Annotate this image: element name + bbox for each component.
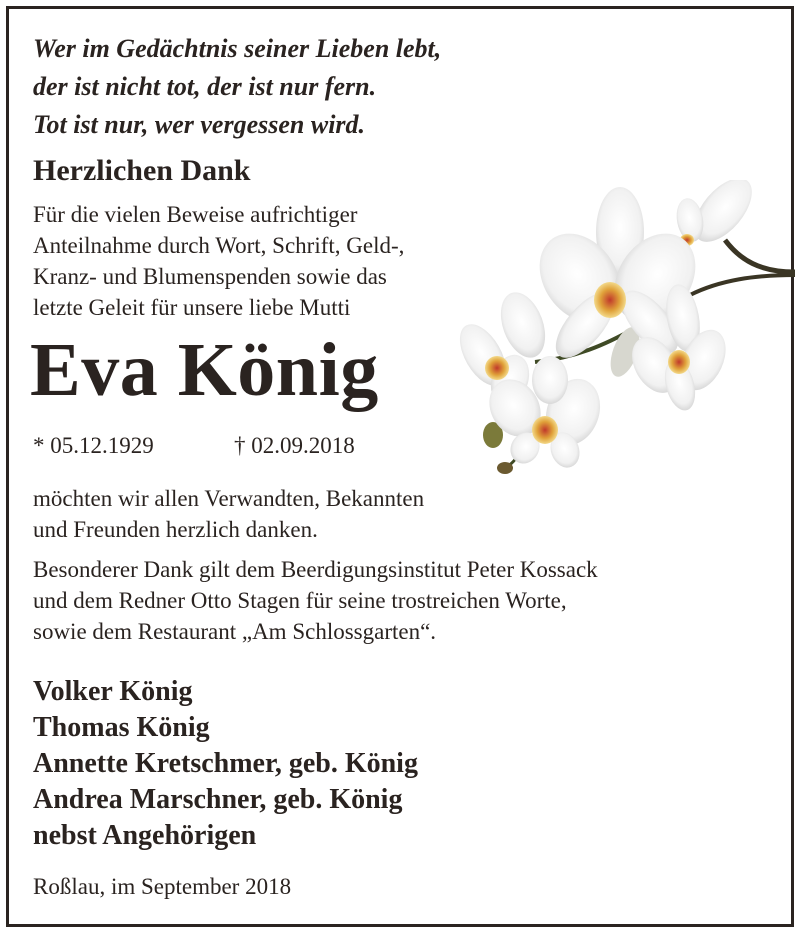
death-date: † 02.09.2018 bbox=[234, 433, 355, 458]
quote-line-2: der ist nicht tot, der ist nur fern. bbox=[33, 72, 377, 101]
signatory-5: nebst Angehörigen bbox=[33, 820, 257, 851]
special-thanks-line-1: Besonderer Dank gilt dem Beerdigungsinstitut Peter Kossack bbox=[33, 557, 598, 582]
signatory-2: Thomas König bbox=[33, 712, 210, 743]
intro-line-1: Für die vielen Beweise aufrichtiger bbox=[33, 202, 358, 227]
intro-line-2: Anteilnahme durch Wort, Schrift, Geld-, bbox=[33, 233, 405, 258]
orchid-flower-small bbox=[673, 180, 762, 252]
deceased-name: Eva König bbox=[30, 328, 379, 412]
thanks-line-1: möchten wir allen Verwandten, Bekannten bbox=[33, 486, 425, 511]
signatory-3: Annette Kretschmer, geb. König bbox=[33, 748, 418, 779]
signatory-1: Volker König bbox=[33, 676, 193, 707]
special-thanks-line-3: sowie dem Restaurant „Am Schlossgarten“. bbox=[33, 619, 437, 644]
birth-date: * 05.12.1929 bbox=[33, 433, 154, 458]
quote-line-3: Tot ist nur, wer vergessen wird. bbox=[33, 110, 366, 139]
thanks-line-2: und Freunden herzlich danken. bbox=[33, 517, 318, 542]
signatory-4: Andrea Marschner, geb. König bbox=[33, 784, 403, 815]
place-date: Roßlau, im September 2018 bbox=[33, 874, 292, 899]
special-thanks-line-2: und dem Redner Otto Stagen für seine trostreichen Worte, bbox=[33, 588, 567, 613]
orchid-icon bbox=[455, 180, 800, 480]
intro-line-3: Kranz- und Blumenspenden sowie das bbox=[33, 264, 387, 289]
heading: Herzlichen Dank bbox=[33, 154, 251, 187]
intro-line-4: letzte Geleit für unsere liebe Mutti bbox=[33, 295, 351, 320]
quote-line-1: Wer im Gedächtnis seiner Lieben lebt, bbox=[33, 34, 442, 63]
